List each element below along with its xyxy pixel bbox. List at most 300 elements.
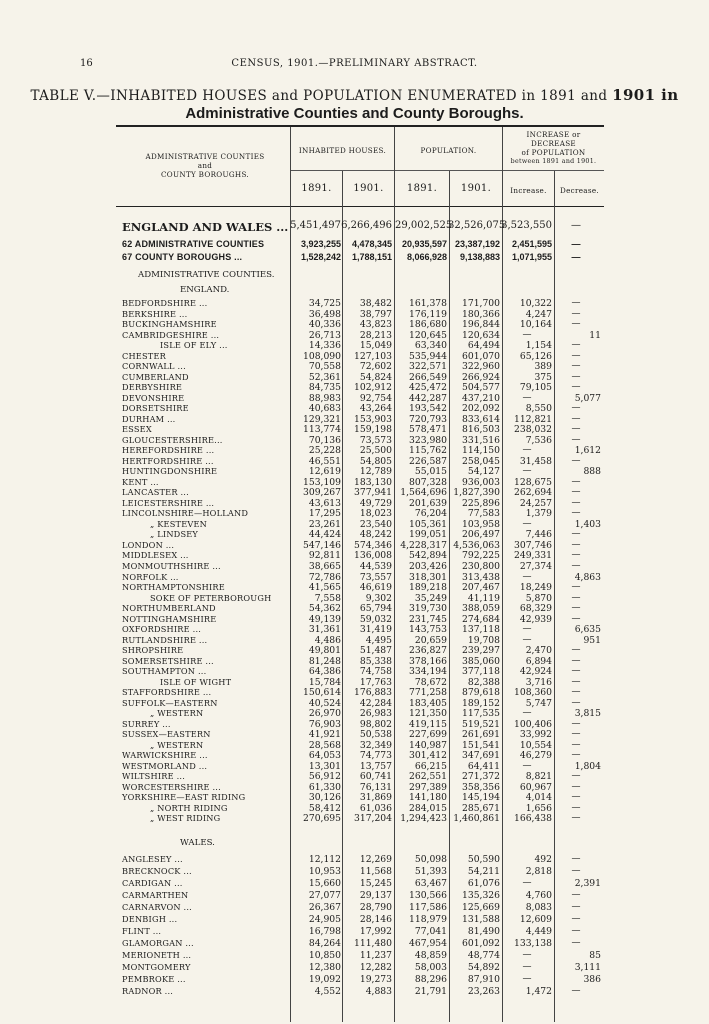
cell-h01: 48,242 [359, 529, 392, 541]
cell-p91: 35,249 [414, 592, 447, 604]
cell-p91: 323,980 [409, 434, 447, 446]
cell-dec: — [571, 252, 581, 262]
cell-h91: 72,786 [308, 571, 341, 583]
cell-h91: 92,811 [308, 550, 341, 562]
page-number: 16 [80, 58, 93, 69]
cell-h91: 4,486 [314, 634, 341, 646]
row-name: ENGLAND AND WALES ... [122, 220, 289, 234]
cell-p91: 20,659 [414, 634, 447, 646]
row-name: CUMBERLAND [122, 371, 189, 382]
row-name: „ KESTEVEN [150, 518, 208, 529]
cell-p01: 87,910 [467, 974, 500, 985]
cell-p91: 140,987 [409, 739, 447, 751]
cell-h91: 56,912 [308, 771, 341, 783]
cell-inc: 1,656 [525, 802, 552, 814]
cell-inc: 133,138 [514, 938, 552, 949]
cell-h01: 15,245 [359, 878, 392, 889]
cell-h01: 32,349 [359, 739, 392, 751]
cell-h01: 176,883 [354, 687, 392, 699]
cell-h01: 74,758 [359, 666, 392, 678]
row-name: GLOUCESTERSHIRE... [122, 434, 223, 445]
cell-h91: 26,713 [308, 329, 341, 341]
cell-h91: 5,451,497 [290, 220, 341, 231]
cell-dec: — [571, 697, 581, 708]
row-name: „ WESTERN [150, 708, 204, 719]
cell-inc: 24,257 [519, 497, 552, 509]
cell-inc: 4,449 [525, 926, 552, 937]
cell-h01: 17,763 [359, 676, 392, 688]
row-name: LINCOLNSHIRE—HOLLAND [122, 508, 249, 519]
cell-h91: 12,112 [308, 854, 341, 865]
cell-h91: 153,109 [303, 476, 341, 488]
cell-p01: 180,366 [462, 308, 500, 320]
cell-dec: — [571, 455, 581, 466]
cell-inc: — [522, 708, 532, 719]
cell-dec: — [571, 361, 581, 372]
cell-inc: — [522, 634, 532, 645]
cell-h01: 74,773 [359, 750, 392, 762]
row-name: ISLE OF ELY ... [160, 340, 228, 351]
cell-inc: — [522, 466, 532, 477]
cell-p91: 467,954 [409, 938, 447, 949]
cell-dec: — [571, 413, 581, 424]
cell-p01: 601,070 [462, 350, 500, 362]
cell-p01: 322,960 [462, 361, 500, 373]
cell-p91: 419,115 [409, 718, 447, 730]
row-name: ESSEX [122, 424, 152, 435]
cell-h91: 25,228 [308, 445, 341, 457]
cell-p01: 54,892 [467, 962, 500, 973]
cell-h01: 26,983 [359, 708, 392, 720]
cell-inc: 8,821 [525, 771, 552, 783]
cell-h91: 54,362 [308, 603, 341, 615]
cell-h01: 98,802 [359, 718, 392, 730]
cell-h01: 23,540 [359, 518, 392, 530]
cell-h01: 38,482 [359, 298, 392, 309]
cell-p01: 385,060 [462, 655, 500, 667]
cell-p91: 141,180 [409, 792, 447, 804]
cell-p91: 201,639 [409, 497, 447, 509]
cell-dec: — [571, 476, 581, 487]
change-heading-line3: of POPULATION [521, 148, 586, 157]
cell-dec: — [571, 220, 581, 231]
cell-h01: 127,103 [354, 350, 392, 362]
cell-p91: 297,389 [409, 781, 447, 793]
cell-h91: 52,361 [308, 371, 341, 383]
cell-dec: — [571, 926, 581, 936]
cell-p91: 115,762 [409, 445, 447, 457]
cell-dec: — [571, 487, 581, 498]
cell-inc: 1,071,955 [511, 252, 552, 262]
cell-h01: 18,023 [359, 508, 392, 520]
cell-inc: 2,818 [525, 866, 552, 877]
row-name: „ WESTERN [150, 739, 204, 750]
cell-p91: 118,979 [409, 914, 447, 925]
cell-p91: 1,294,423 [400, 813, 447, 825]
cell-p91: 262,551 [409, 771, 447, 783]
cell-dec: 4,863 [574, 571, 601, 583]
cell-dec: — [571, 718, 581, 729]
cell-inc: 65,126 [519, 350, 552, 362]
running-title: CENSUS, 1901.—PRELIMINARY ABSTRACT. [231, 58, 478, 69]
cell-p01: 117,535 [462, 708, 500, 720]
cell-dec: — [571, 403, 581, 414]
cell-inc: 18,249 [519, 582, 552, 594]
cell-inc: — [522, 445, 532, 456]
row-name: KENT ... [122, 476, 159, 487]
cell-inc: 3,523,550 [501, 220, 552, 231]
row-name: DORSETSHIRE [122, 403, 189, 414]
cell-inc: 2,451,595 [511, 239, 552, 249]
cell-h01: 12,789 [359, 466, 392, 478]
cell-h01: 49,729 [359, 497, 392, 509]
cell-h91: 23,261 [308, 518, 341, 530]
cell-p91: 183,405 [409, 697, 447, 709]
cell-p91: 4,228,317 [400, 539, 447, 551]
cell-p91: 319,730 [409, 603, 447, 615]
row-name: SUSSEX—EASTERN [122, 729, 211, 740]
cell-p01: 114,150 [462, 445, 500, 457]
cell-h91: 1,528,242 [300, 252, 341, 262]
cell-h91: 64,053 [308, 750, 341, 762]
row-name: LONDON ... [122, 539, 175, 550]
row-name: „ LINDSEY [150, 529, 199, 540]
row-name: MERIONETH ... [122, 950, 192, 960]
row-name: „ WEST RIDING [150, 813, 221, 824]
row-name: PEMBROKE ... [122, 974, 186, 984]
cell-dec: — [571, 308, 581, 319]
cell-p91: 58,003 [414, 962, 447, 973]
cell-h91: 40,683 [308, 403, 341, 415]
cell-p91: 203,426 [409, 561, 447, 572]
cell-inc: — [522, 962, 532, 972]
cell-p91: 78,672 [414, 676, 447, 688]
cell-inc: 262,694 [514, 487, 552, 499]
cell-h91: 31,361 [308, 624, 341, 636]
cell-p91: 807,328 [409, 476, 447, 488]
cell-p01: 23,387,192 [454, 239, 500, 249]
cell-h91: 70,136 [308, 434, 341, 446]
cell-h91: 309,267 [303, 487, 341, 499]
cell-p91: 29,002,525 [395, 220, 453, 231]
cell-p01: 331,516 [462, 434, 500, 446]
name-heading-line1: ADMINISTRATIVE COUNTIES [145, 152, 265, 161]
cell-h01: 61,036 [359, 802, 392, 814]
cell-dec: — [571, 792, 581, 803]
cell-h01: 11,568 [359, 866, 392, 877]
cell-h01: 111,480 [354, 938, 392, 949]
cell-p91: 322,571 [409, 361, 447, 373]
cell-p01: 19,708 [467, 634, 500, 646]
change-heading-line1: INCREASE or [526, 130, 581, 139]
cell-p01: 48,774 [467, 950, 500, 961]
cell-h91: 76,903 [308, 718, 341, 730]
cell-h91: 15,784 [308, 676, 341, 688]
section-heading: ENGLAND. [180, 285, 230, 295]
cell-p01: 347,691 [462, 750, 500, 762]
row-name: NORTHAMPTONSHIRE [122, 582, 225, 593]
cell-dec: — [571, 676, 581, 687]
cell-dec: — [571, 902, 581, 912]
cell-p91: 318,301 [409, 571, 447, 583]
cell-p01: 77,583 [467, 508, 500, 520]
table-title-year: 1901 in [612, 86, 679, 104]
cell-p01: 879,618 [462, 687, 500, 699]
cell-h91: 36,498 [308, 308, 341, 320]
row-name: OXFORDSHIRE ... [122, 624, 202, 635]
cell-dec: 2,391 [574, 878, 601, 889]
row-name: NOTTINGHAMSHIRE [122, 613, 217, 624]
cell-inc: 42,924 [519, 666, 552, 678]
section-heading: ADMINISTRATIVE COUNTIES. [138, 270, 275, 280]
population-1901-heading: 1901. [460, 183, 492, 194]
cell-p01: 82,388 [467, 676, 500, 688]
cell-h01: 153,903 [354, 413, 392, 425]
cell-h91: 10,953 [308, 866, 341, 877]
cell-p91: 193,542 [409, 403, 447, 415]
cell-h01: 73,573 [359, 434, 392, 446]
cell-h01: 54,824 [359, 371, 392, 383]
cell-p01: 225,896 [462, 497, 500, 509]
cell-h91: 30,126 [308, 792, 341, 804]
cell-p01: 171,700 [462, 298, 500, 309]
row-name: BUCKINGHAMSHIRE [122, 319, 217, 330]
row-name: CHESTER [122, 350, 166, 361]
row-name: YORKSHIRE—EAST RIDING [122, 792, 246, 803]
cell-h01: 73,557 [359, 571, 392, 583]
cell-dec: — [571, 239, 581, 249]
cell-dec: 3,815 [574, 708, 601, 720]
houses-1891-heading: 1891. [301, 183, 332, 194]
row-name: NORTHUMBERLAND [122, 603, 216, 614]
cell-p91: 121,350 [409, 708, 447, 720]
cell-h91: 84,735 [308, 382, 341, 394]
cell-h01: 46,619 [359, 582, 392, 594]
cell-dec: 85 [589, 950, 601, 961]
cell-dec: — [571, 350, 581, 361]
cell-p91: 378,166 [409, 655, 447, 667]
cell-h91: 38,665 [308, 561, 341, 572]
cell-p91: 720,793 [409, 413, 447, 425]
cell-dec: — [571, 938, 581, 948]
row-name: SOKE OF PETERBOROUGH [150, 592, 272, 603]
cell-p01: 54,127 [467, 466, 500, 478]
cell-p01: 274,684 [462, 613, 500, 625]
cell-p91: 542,894 [409, 550, 447, 562]
cell-dec: — [571, 298, 581, 308]
cell-h01: 136,008 [354, 550, 392, 562]
cell-p91: 120,645 [409, 329, 447, 341]
cell-h91: 108,090 [303, 350, 341, 362]
row-name: NORFOLK ... [122, 571, 179, 582]
cell-dec: — [571, 603, 581, 614]
cell-p01: 23,263 [467, 986, 500, 997]
cell-p01: 266,924 [462, 371, 500, 383]
cell-inc: 68,329 [519, 603, 552, 615]
cell-h91: 44,424 [308, 529, 341, 541]
cell-p01: 4,536,063 [453, 539, 500, 551]
cell-h01: 17,992 [359, 926, 392, 937]
cell-h01: 25,500 [359, 445, 392, 457]
cell-dec: 1,403 [574, 518, 601, 530]
cell-inc: 31,458 [519, 455, 552, 467]
row-name: RUTLANDSHIRE ... [122, 634, 208, 645]
cell-p91: 20,935,597 [401, 239, 447, 249]
cell-p91: 21,791 [414, 986, 447, 997]
cell-dec: — [571, 854, 581, 864]
cell-h01: 4,495 [365, 634, 392, 646]
cell-inc: 4,014 [525, 792, 552, 804]
cell-h91: 150,614 [303, 687, 341, 699]
cell-h01: 12,269 [359, 854, 392, 865]
cell-inc: 389 [534, 361, 552, 373]
cell-p91: 63,340 [414, 340, 447, 352]
cell-dec: — [571, 687, 581, 698]
cell-p91: 55,015 [414, 466, 447, 478]
row-name: DURHAM ... [122, 413, 176, 424]
cell-dec: 6,635 [574, 624, 601, 636]
cell-h01: 42,284 [359, 697, 392, 709]
table-title-line1: TABLE V.—INHABITED HOUSES and POPULATION ENUMERATED in 1891 and [30, 88, 608, 104]
cell-h91: 13,301 [308, 760, 341, 772]
cell-inc: — [522, 974, 532, 984]
cell-inc: — [522, 571, 532, 582]
cell-p91: 88,296 [414, 974, 447, 985]
cell-p01: 313,438 [462, 571, 500, 583]
cell-inc: 4,760 [525, 890, 552, 901]
cell-dec: — [571, 529, 581, 540]
row-name: WORCESTERSHIRE ... [122, 781, 221, 792]
cell-dec: — [571, 645, 581, 656]
cell-h01: 1,788,151 [351, 252, 392, 262]
row-name: „ NORTH RIDING [150, 802, 228, 813]
cell-p01: 189,152 [462, 697, 500, 709]
cell-h01: 43,264 [359, 403, 392, 415]
cell-p01: 1,827,390 [453, 487, 500, 499]
row-name: SHROPSHIRE [122, 645, 184, 656]
cell-dec: 5,077 [574, 392, 601, 404]
cell-h91: 49,801 [308, 645, 341, 657]
cell-h91: 40,524 [308, 697, 341, 709]
houses-1901-heading: 1901. [353, 183, 384, 194]
row-name: DERBYSHIRE [122, 382, 183, 393]
cell-p01: 261,691 [462, 729, 500, 741]
cell-h91: 34,725 [308, 298, 341, 309]
cell-inc: 6,894 [525, 655, 552, 667]
cell-dec: — [571, 986, 581, 996]
cell-h01: 31,419 [359, 624, 392, 636]
cell-p01: 377,118 [462, 666, 500, 678]
cell-h91: 49,139 [308, 613, 341, 625]
cell-p01: 285,671 [462, 802, 500, 814]
cell-dec: — [571, 666, 581, 677]
section-heading: WALES. [180, 838, 215, 848]
cell-p01: 202,092 [462, 403, 500, 415]
cell-p01: 437,210 [462, 392, 500, 404]
cell-h91: 84,264 [308, 938, 341, 949]
row-name: DENBIGH ... [122, 914, 178, 924]
cell-h01: 29,137 [359, 890, 392, 901]
cell-p91: 105,361 [409, 518, 447, 530]
cell-dec: — [571, 729, 581, 740]
row-name: HEREFORDSHIRE ... [122, 445, 215, 456]
cell-inc: 1,154 [525, 340, 552, 352]
cell-p01: 388,059 [462, 603, 500, 615]
cell-p91: 77,041 [414, 926, 447, 937]
cell-p91: 1,564,696 [400, 487, 447, 499]
cell-inc: 10,164 [519, 319, 552, 331]
cell-h91: 24,905 [308, 914, 341, 925]
cell-inc: 238,032 [514, 424, 552, 436]
cell-h91: 40,336 [308, 319, 341, 331]
cell-p01: 137,118 [462, 624, 500, 636]
cell-inc: 492 [534, 854, 552, 865]
table-subtitle: Administrative Counties and County Boroughs. [185, 105, 524, 122]
row-name: BERKSHIRE ... [122, 308, 188, 319]
cell-dec: 1,804 [574, 760, 601, 772]
cell-inc: — [522, 392, 532, 403]
cell-inc: 42,939 [519, 613, 552, 625]
cell-inc: 1,472 [525, 986, 552, 997]
row-name: CAMBRIDGESHIRE ... [122, 329, 220, 340]
cell-p91: 771,258 [409, 687, 447, 699]
cell-p01: 230,800 [462, 561, 500, 572]
row-name: DEVONSHIRE [122, 392, 185, 403]
cell-dec: — [571, 508, 581, 519]
cell-h01: 15,049 [359, 340, 392, 352]
cell-h01: 28,213 [359, 329, 392, 341]
cell-p91: 189,218 [409, 582, 447, 594]
cell-dec: — [571, 914, 581, 924]
row-name: WILTSHIRE ... [122, 771, 186, 782]
cell-inc: — [522, 624, 532, 635]
cell-dec: 11 [589, 329, 601, 341]
row-name: FLINT ... [122, 926, 162, 936]
cell-inc: 10,554 [519, 739, 552, 751]
row-name: CARNARVON ... [122, 902, 192, 912]
cell-h01: 51,487 [359, 645, 392, 657]
cell-p01: 64,494 [467, 340, 500, 352]
cell-h91: 28,568 [308, 739, 341, 751]
row-name: HUNTINGDONSHIRE [122, 466, 218, 477]
increase-heading: Increase. [510, 186, 547, 195]
cell-inc: 2,470 [525, 645, 552, 657]
row-name: MIDDLESEX ... [122, 550, 189, 561]
cell-dec: — [571, 739, 581, 750]
cell-inc: 10,322 [519, 298, 552, 309]
change-heading-line2: DECREASE [531, 139, 576, 148]
cell-dec: — [571, 890, 581, 900]
cell-dec: — [571, 561, 581, 571]
cell-inc: 100,406 [514, 718, 552, 730]
cell-p91: 425,472 [409, 382, 447, 394]
cell-p01: 120,634 [462, 329, 500, 341]
cell-h01: 183,130 [354, 476, 392, 488]
cell-p01: 41,119 [467, 592, 500, 604]
cell-inc: 3,716 [525, 676, 552, 688]
cell-p01: 81,490 [467, 926, 500, 937]
cell-p01: 258,045 [462, 455, 500, 467]
decrease-heading: Decrease. [560, 186, 599, 195]
cell-h01: 54,805 [359, 455, 392, 467]
cell-h91: 129,321 [303, 413, 341, 425]
cell-dec: — [571, 771, 581, 782]
cell-p01: 833,614 [462, 413, 500, 425]
cell-inc: 79,105 [519, 382, 552, 394]
cell-inc: 60,967 [519, 781, 552, 793]
cell-p91: 117,586 [409, 902, 447, 913]
row-name: STAFFORDSHIRE ... [122, 687, 212, 698]
